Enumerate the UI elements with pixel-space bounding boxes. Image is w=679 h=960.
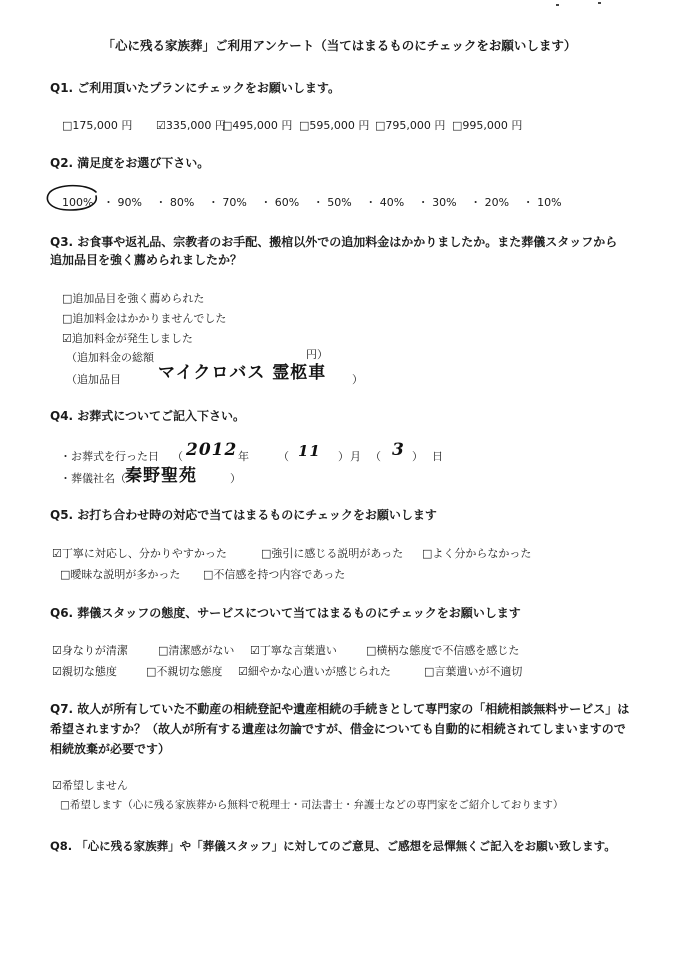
- satisfaction-30[interactable]: ・ 30%: [417, 196, 457, 209]
- q1-option-335000[interactable]: [156, 117, 226, 133]
- satisfaction-60[interactable]: ・ 60%: [260, 196, 300, 209]
- satisfaction-90[interactable]: ・ 90%: [102, 196, 142, 209]
- q3-total-unit: 円）: [306, 348, 328, 361]
- q8-question: Q8. 「心に残る家族葬」や「葬儀スタッフ」に対してのご意見、ご感想を忌憚無くご記入をお願い致します。: [50, 839, 616, 853]
- check-mark-icon: ☑: [238, 665, 248, 678]
- check-mark-icon: ☑: [52, 644, 62, 657]
- q4-day-close: ）: [412, 450, 423, 463]
- q6-option-attentive[interactable]: [238, 663, 391, 679]
- q3-option-pushed[interactable]: □追加品目を強く薦められた: [62, 292, 205, 305]
- q1-option-335000-label: 335,000 円: [165, 119, 226, 132]
- scan-speck: [598, 2, 601, 4]
- q4-month-handwritten[interactable]: 11: [298, 442, 321, 460]
- q6-option-polite-speech[interactable]: [250, 642, 337, 658]
- q1-option-495000[interactable]: □495,000 円: [222, 119, 293, 132]
- q6-option-arrogant[interactable]: □横柄な態度で不信感を感じた: [366, 644, 520, 657]
- q4-year-unit: 年: [238, 450, 249, 463]
- q4-year-handwritten[interactable]: 2012: [186, 440, 238, 460]
- q6-option-attentive-label: 細やかな心遣いが感じられた: [247, 665, 391, 678]
- q7-option-decline[interactable]: [52, 777, 128, 793]
- q5-question: Q5. お打ち合わせ時の対応で当てはまるものにチェックをお願いします: [50, 508, 437, 522]
- q3-option-extra-charged[interactable]: [62, 330, 193, 346]
- q6-option-kind[interactable]: [52, 663, 117, 679]
- satisfaction-20[interactable]: ・ 20%: [470, 196, 510, 209]
- check-mark-icon: ☑: [250, 644, 260, 657]
- check-mark-icon: ☑: [156, 119, 166, 132]
- satisfaction-10[interactable]: ・ 10%: [522, 196, 562, 209]
- check-mark-icon: ☑: [52, 665, 62, 678]
- q6-option-clean-label: 身なりが清潔: [61, 644, 128, 657]
- q5-option-unclear[interactable]: □よく分からなかった: [422, 547, 532, 560]
- q1-option-595000[interactable]: □595,000 円: [299, 119, 370, 132]
- q3-question-line2: 追加品目を強く薦められましたか？: [50, 253, 243, 267]
- q7-option-decline-label: 希望しません: [61, 779, 128, 792]
- satisfaction-70[interactable]: ・ 70%: [207, 196, 247, 209]
- q2-question: Q2. 満足度をお選び下さい。: [50, 156, 210, 170]
- check-mark-icon: ☑: [52, 779, 62, 792]
- q4-month-open: （: [278, 450, 289, 463]
- q3-item-label: （追加品目: [66, 373, 121, 386]
- q3-option-no-extra[interactable]: □追加料金はかかりませんでした: [62, 312, 227, 325]
- q5-option-polite-label: 丁寧に対応し、分かりやすかった: [61, 547, 227, 560]
- q4-day-open: （: [370, 450, 381, 463]
- check-mark-icon: ☑: [62, 332, 72, 345]
- q6-option-clean[interactable]: [52, 642, 128, 658]
- q1-option-995000[interactable]: □995,000 円: [452, 119, 523, 132]
- q2-scale: [62, 194, 562, 210]
- satisfaction-50[interactable]: ・ 50%: [312, 196, 352, 209]
- q4-date-label: ・お葬式を行った日: [60, 450, 159, 463]
- q6-question: Q6. 葬儀スタッフの態度、サービスについて当てはまるものにチェックをお願いします: [50, 606, 521, 620]
- q7-line2: 希望されますか？（故人が所有する遺産は勿論ですが、借金についても自動的に相続されてしまいますので: [50, 722, 626, 736]
- q1-option-175000[interactable]: □175,000 円: [62, 119, 133, 132]
- q7-line1: Q7. 故人が所有していた不動産の相続登記や遺産相続の手続きとして専門家の「相続相談無料サービス」は: [50, 702, 630, 716]
- q4-hall-label: ・葬儀社名（: [60, 472, 126, 485]
- q4-question: Q4. お葬式についてご記入下さい。: [50, 409, 246, 423]
- q5-option-vague[interactable]: □曖昧な説明が多かった: [60, 568, 181, 581]
- q6-option-unclean[interactable]: □清潔感がない: [158, 644, 235, 657]
- q6-option-polite-speech-label: 丁寧な言葉遣い: [259, 644, 337, 657]
- q6-option-unkind[interactable]: □不親切な態度: [146, 665, 223, 678]
- scan-speck: [556, 4, 559, 6]
- q4-hall-close: ）: [230, 472, 241, 485]
- q4-year-open: （: [172, 450, 183, 463]
- satisfaction-80[interactable]: ・ 80%: [155, 196, 195, 209]
- q6-option-kind-label: 親切な態度: [61, 665, 117, 678]
- satisfaction-100[interactable]: 100%: [62, 196, 94, 209]
- q3-item-close: ）: [352, 373, 363, 386]
- q6-option-rude-speech[interactable]: □言葉遣いが不適切: [424, 665, 523, 678]
- q3-total-label: （追加料金の総額: [66, 351, 154, 364]
- satisfaction-40[interactable]: ・ 40%: [365, 196, 405, 209]
- check-mark-icon: ☑: [52, 547, 62, 560]
- q4-month-unit: 月: [350, 450, 361, 463]
- q1-question: Q1. ご利用頂いたプランにチェックをお願いします。: [50, 81, 340, 95]
- q5-option-pushy[interactable]: □強引に感じる説明があった: [261, 547, 404, 560]
- q7-option-request[interactable]: □希望します（心に残る家族葬から無料で税理士・司法書士・弁護士などの専門家をご紹介しております）: [60, 799, 564, 811]
- q3-question-line1: Q3. お食事や返礼品、宗教者のお手配、搬棺以外での追加料金はかかりましたか。また葬儀スタッフから: [50, 235, 618, 249]
- page-title: 「心に残る家族葬」ご利用アンケート（当てはまるものにチェックをお願いします）: [102, 38, 577, 53]
- q4-day-unit: 日: [432, 450, 443, 463]
- q5-option-distrust[interactable]: □不信感を持つ内容であった: [203, 568, 346, 581]
- q1-option-795000[interactable]: □795,000 円: [375, 119, 446, 132]
- q3-option-extra-charged-label: 追加料金が発生しました: [71, 332, 193, 345]
- q4-day-handwritten[interactable]: 3: [392, 440, 405, 460]
- q3-item-handwritten[interactable]: マイクロバス 霊柩車: [158, 363, 327, 383]
- q4-month-close: ）: [338, 450, 349, 463]
- q7-line3: 相続放棄が必要です）: [50, 742, 171, 756]
- q5-option-polite[interactable]: [52, 545, 227, 561]
- q4-hall-handwritten[interactable]: 秦野聖苑: [125, 466, 197, 486]
